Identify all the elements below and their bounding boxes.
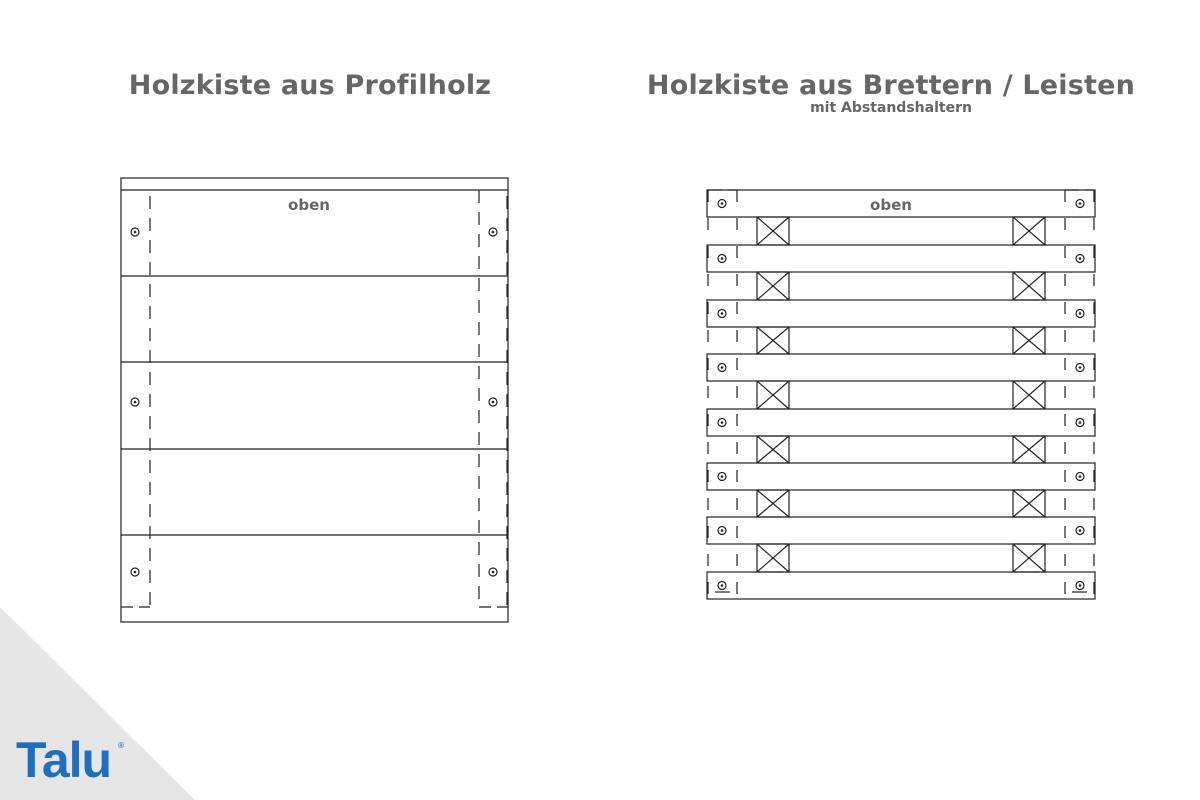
left-panel-title: Holzkiste aus Profilholz: [128, 70, 492, 101]
screw-center-dot: [721, 529, 724, 532]
screw-center-dot: [1079, 366, 1082, 369]
screw-center-dot: [1079, 584, 1082, 587]
board: [707, 572, 1095, 599]
talu-logo: Talu: [16, 732, 112, 788]
screw-center-dot: [721, 312, 724, 315]
screw-center-dot: [492, 571, 495, 574]
board: [707, 463, 1095, 490]
board: [707, 354, 1095, 381]
board: [707, 409, 1095, 436]
screw-center-dot: [134, 571, 137, 574]
left-top-label: oben: [288, 196, 330, 214]
screw-center-dot: [1079, 202, 1082, 205]
board-crate-drawing: [707, 190, 1095, 599]
screw-center-dot: [1079, 529, 1082, 532]
screw-center-dot: [1079, 475, 1082, 478]
board: [707, 517, 1095, 544]
screw-center-dot: [721, 257, 724, 260]
screw-center-dot: [492, 231, 495, 234]
screw-center-dot: [134, 231, 137, 234]
screw-center-dot: [492, 401, 495, 404]
screw-center-dot: [1079, 257, 1082, 260]
crate-outline: [121, 178, 508, 622]
registered-mark: ®: [117, 741, 125, 750]
screw-center-dot: [134, 401, 137, 404]
screw-center-dot: [721, 584, 724, 587]
profile-wood-crate-drawing: [121, 178, 508, 622]
right-panel-title: Holzkiste aus Brettern / Leisten: [646, 70, 1136, 101]
screw-center-dot: [721, 475, 724, 478]
right-panel-subtitle: mit Abstandshaltern: [810, 100, 972, 116]
board: [707, 245, 1095, 272]
screw-center-dot: [721, 421, 724, 424]
right-top-label: oben: [870, 196, 912, 214]
screw-center-dot: [721, 202, 724, 205]
screw-center-dot: [1079, 421, 1082, 424]
screw-center-dot: [1079, 312, 1082, 315]
board: [707, 300, 1095, 327]
screw-center-dot: [721, 366, 724, 369]
